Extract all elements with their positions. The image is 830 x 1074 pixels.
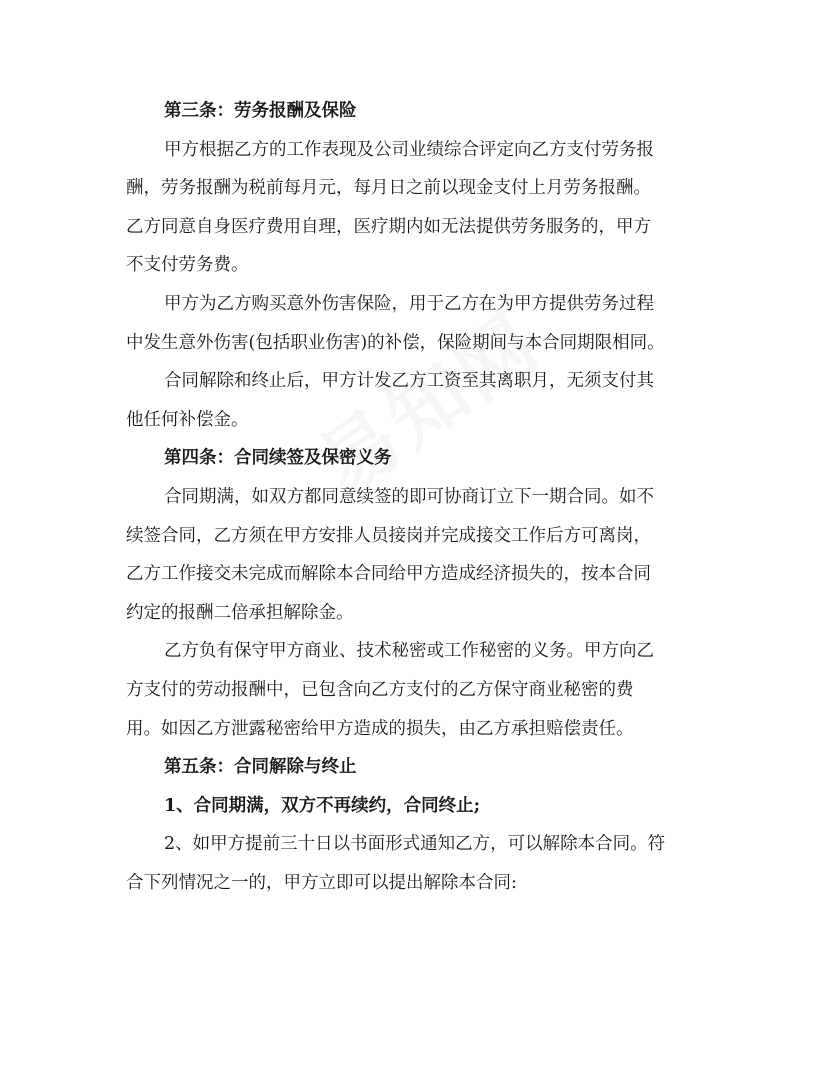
article-3-paragraph-1-line-1: 甲方根据乙方的工作表现及公司业绩综合评定向乙方支付劳务报 [164, 139, 654, 160]
article-3-paragraph-2-line-1: 甲方为乙方购买意外伤害保险，用于乙方在为甲方提供劳务过程 [164, 293, 654, 314]
article-4-paragraph-1-line-3: 乙方工作接交未完成而解除本合同给甲方造成经济损失的，按本合同 [126, 564, 651, 585]
article-3-paragraph-1-line-2: 酬，劳务报酬为税前每月元，每月日之前以现金支付上月劳务报酬。 [126, 178, 651, 199]
article-5-heading: 第五条：合同解除与终止 [164, 757, 357, 778]
article-4-paragraph-1-line-2: 续签合同，乙方须在甲方安排人员接岗并完成接交工作后方可离岗， [126, 525, 651, 546]
article-5-item-1: 1、合同期满，双方不再续约，合同终止; [164, 795, 481, 816]
article-3-heading: 第三条：劳务报酬及保险 [164, 101, 357, 121]
article-5-item-2-line-1: 2、如甲方提前三十日以书面形式通知乙方，可以解除本合同。符 [164, 834, 666, 855]
article-4-paragraph-1-line-4: 约定的报酬二倍承担解除金。 [126, 602, 354, 623]
article-3-paragraph-2-line-2: 中发生意外伤害(包括职业伤害)的补偿，保险期间与本合同期限相同。 [126, 332, 665, 353]
article-4-paragraph-2-line-1: 乙方负有保守甲方商业、技术秘密或工作秘密的义务。甲方向乙 [164, 641, 654, 662]
article-4-paragraph-1-line-1: 合同期满，如双方都同意续签的即可协商订立下一期合同。如不 [164, 486, 654, 507]
article-3-paragraph-1-line-3: 乙方同意自身医疗费用自理，医疗期内如无法提供劳务服务的，甲方 [126, 216, 651, 237]
contract-body [126, 92, 716, 902]
article-3-paragraph-3-line-1: 合同解除和终止后，甲方计发乙方工资至其离职月，无须支付其 [164, 371, 654, 392]
article-3-paragraph-1-line-4: 不支付劳务费。 [126, 255, 249, 276]
article-4-paragraph-2-line-2: 方支付的劳动报酬中，已包含向乙方支付的乙方保守商业秘密的费 [126, 679, 634, 700]
article-5-item-2-line-2: 合下列情况之一的，甲方立即可以提出解除本合同: [126, 872, 517, 893]
article-4-paragraph-2-line-3: 用。如因乙方泄露秘密给甲方造成的损失，由乙方承担赔偿责任。 [126, 718, 634, 739]
article-3-paragraph-3-line-2: 他任何补偿金。 [126, 409, 249, 430]
article-4-heading: 第四条：合同续签及保密义务 [164, 448, 392, 469]
